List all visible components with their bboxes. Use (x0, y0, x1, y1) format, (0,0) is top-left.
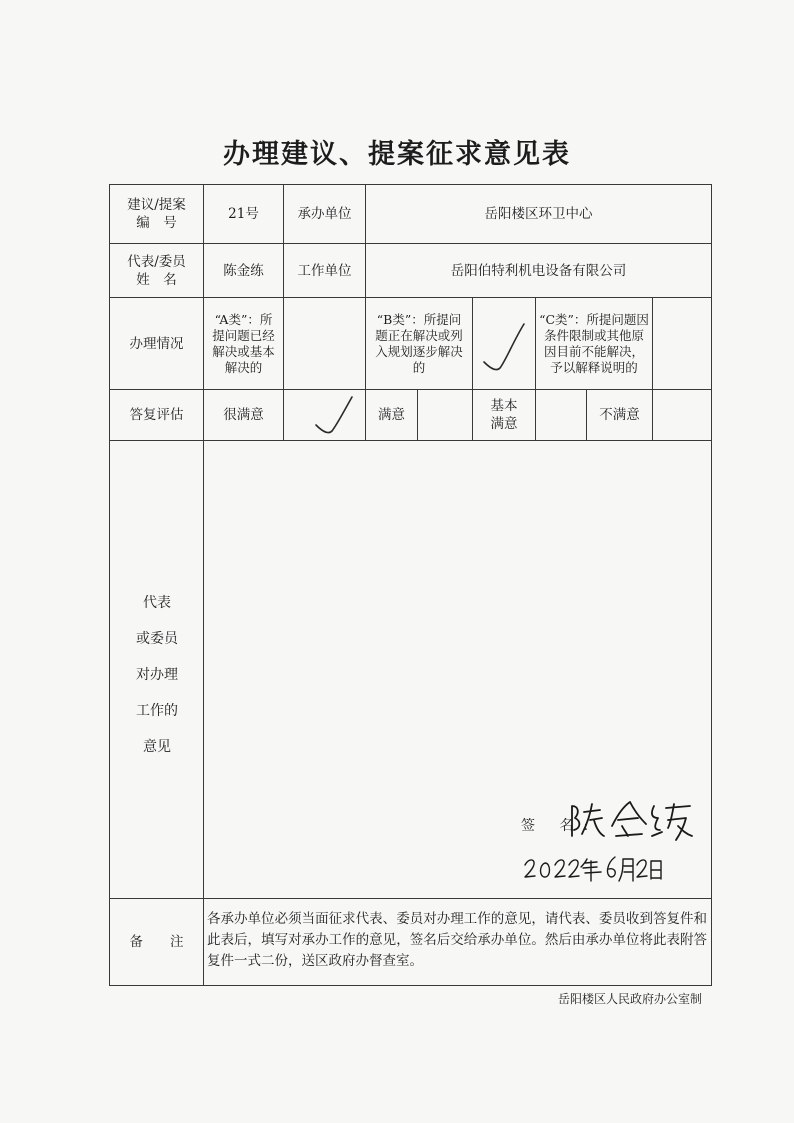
handling-status-label: 办理情况 (129, 335, 184, 352)
table-divider (472, 297, 473, 390)
proposal-number-label: 建议/提案编 号 (127, 197, 186, 231)
opinion-label-line: 意见 (143, 739, 171, 755)
issuer-footer: 岳阳楼区人民政府办公室制 (557, 992, 702, 1006)
opinion-label-line: 或委员 (136, 631, 178, 647)
handling-unit-label: 承办单位 (297, 206, 352, 222)
checkmark-very-satisfied (312, 393, 358, 439)
representative-name-label: 代表/委员姓 名 (127, 253, 186, 288)
work-unit-label: 工作单位 (297, 262, 352, 279)
notes-label: 备 注 (129, 934, 184, 950)
table-border-right (711, 184, 712, 986)
table-divider (365, 297, 366, 390)
page-title: 办理建议、提案征求意见表 (223, 139, 571, 170)
table-divider (283, 297, 284, 390)
handling-unit-value: 岳阳楼区环卫中心 (484, 206, 593, 222)
notes-text: 各承办单位必须当面征求代表、委员对办理工作的意见，请代表、委员收到答复件和此表后，填写对承办工作的意见，签名后交给承办单位。然后由承办单位将此表附答复件一式二份，送区政府办督查室。 (207, 911, 707, 969)
table-divider (283, 389, 284, 441)
representative-name-value: 陈金练 (223, 262, 264, 279)
table-border-bottom (109, 985, 712, 986)
satisfied-option: 满意 (378, 407, 405, 423)
table-divider (535, 389, 536, 441)
very-satisfied-option: 很满意 (223, 407, 264, 423)
opinion-label-line: 工作的 (136, 703, 178, 719)
proposal-number-value: 21号 (228, 206, 259, 222)
work-unit-value: 岳阳伯特利机电设备有限公司 (450, 262, 627, 279)
handwritten-date (523, 853, 663, 885)
handwritten-signature (566, 796, 696, 846)
checkmark-type-b (478, 318, 530, 376)
not-satisfied-option: 不满意 (599, 407, 640, 423)
reply-evaluation-label: 答复评估 (129, 407, 184, 423)
table-divider (535, 297, 536, 390)
opinion-label-line: 代表 (143, 595, 171, 611)
type-c-description: “C类”：所提问题因条件限制或其他原因目前不能解决，予以解释说明的 (539, 311, 649, 375)
basically-satisfied-option: 基本满意 (490, 398, 518, 432)
type-b-description: “B类”：所提问题正在解决或列入规划逐步解决的 (375, 311, 463, 375)
signature-label: 签 名: (521, 818, 599, 834)
opinion-label-line: 对办理 (136, 667, 178, 683)
table-divider (109, 440, 712, 441)
table-divider (417, 389, 418, 441)
table-divider (652, 389, 653, 441)
opinion-label (110, 585, 204, 765)
type-a-description: “A类”：所提问题已经解决或基本解决的 (212, 311, 275, 375)
table-divider (652, 297, 653, 390)
